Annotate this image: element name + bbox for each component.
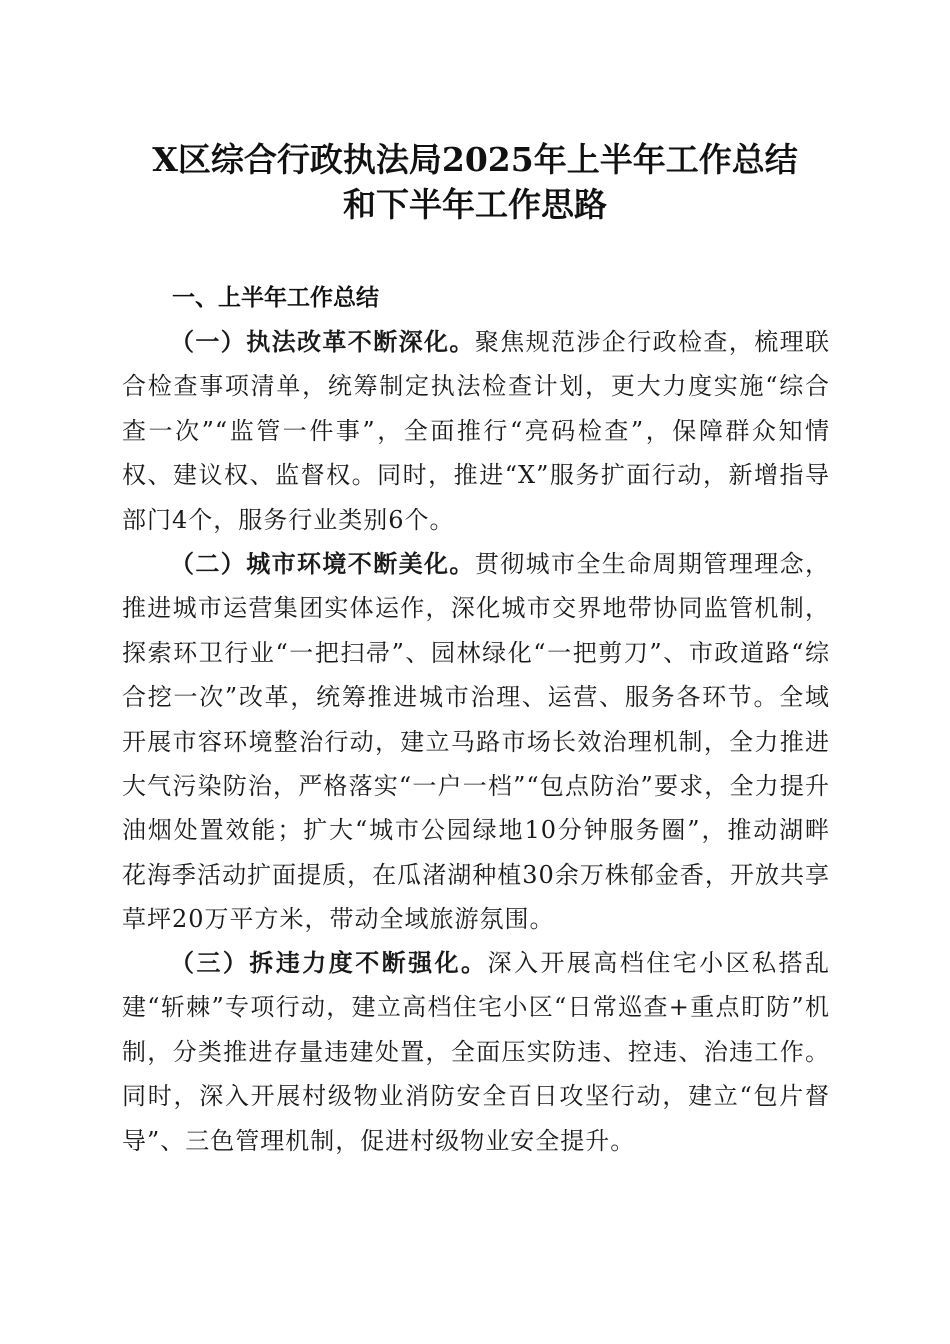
paragraph-law-enforcement-reform bbox=[122, 320, 830, 542]
paragraph-lead: （一）执法改革不断深化。 bbox=[170, 328, 475, 356]
paragraph-text: 深入开展高档住宅小区私搭乱建“斩棘”专项行动，建立高档住宅小区“日常巡查+重点盯防”机制，分类推进存量违建处置，全面压实防违、控违、治违工作。同时，深入开展村级物业消防安全百日攻坚行动，建立“包片督导”、三色管理机制，促进村级物业安全提升。 bbox=[122, 949, 830, 1155]
paragraph-text: 聚焦规范涉企行政检查，梳理联合检查事项清单，统筹制定执法检查计划，更大力度实施“综合查一次”“监管一件事”，全面推行“亮码检查”，保障群众知情权、建议权、监督权。同时，推进“X”服务扩面行动，新增指导部门4个，服务行业类别6个。 bbox=[122, 328, 831, 534]
paragraph-text: 贯彻城市全生命周期管理理念，推进城市运营集团实体运作，深化城市交界地带协同监管机制，探索环卫行业“一把扫帚”、园林绿化“一把剪刀”、市政道路“综合挖一次”改革，统筹推进城市治理、运营、服务各环节。全域开展市容环境整治行动，建立马路市场长效治理机制，全力推进大气污染防治，严格落实“一户一档”“包点防治”要求，全力提升油烟处置效能；扩大“城市公园绿地10分钟服务圈”，推动湖畔花海季活动扩面提质，在瓜渚湖种植30余万株郁金香，开放共享草坪20万平方米，带动全域旅游氛围。 bbox=[122, 550, 831, 934]
document-title-line-2: 和下半年工作思路 bbox=[343, 185, 607, 224]
document-title-line-1: X区综合行政执法局2025年上半年工作总结 bbox=[152, 140, 798, 179]
paragraph-lead: （二）城市环境不断美化。 bbox=[170, 550, 475, 578]
section-heading: 一、上半年工作总结 bbox=[172, 285, 379, 311]
paragraph-demolition bbox=[122, 941, 830, 1163]
paragraph-city-environment bbox=[122, 542, 830, 942]
paragraph-lead: （三）拆违力度不断强化。 bbox=[170, 949, 488, 977]
